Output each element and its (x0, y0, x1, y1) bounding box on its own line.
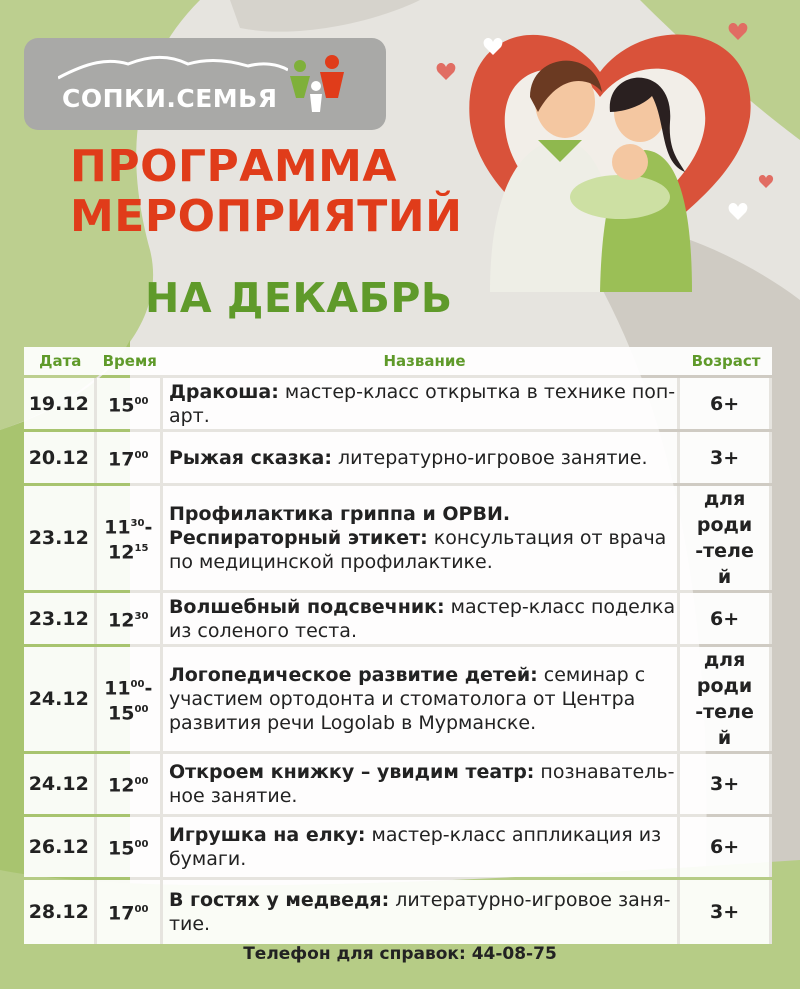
event-time: $11^{30}-$ $12^{15}$ (97, 486, 163, 590)
event-date: 20.12 (24, 432, 97, 483)
month-subtitle: НА ДЕКАБРЬ (145, 274, 453, 322)
event-age: для роди-телей (680, 486, 772, 590)
event-age: для роди-телей (680, 647, 772, 751)
event-date: 26.12 (24, 817, 97, 877)
event-title: В гостях у медведя: (168, 889, 390, 911)
event-description: Рыжая сказка: литературно-игровое занятие. (163, 432, 680, 483)
table-row (24, 432, 772, 483)
event-time: $12^{30}$ (97, 593, 163, 644)
header-time: Время (97, 347, 163, 375)
header-date: Дата (24, 347, 97, 375)
event-date: 19.12 (24, 378, 97, 429)
event-title: Дракоша: (168, 380, 279, 403)
table-row (24, 880, 772, 944)
event-date: 23.12 (24, 593, 97, 644)
family-illustration (430, 12, 800, 292)
event-description: В гостях у медведя: литературно-игровое заня-тие. (163, 880, 680, 944)
event-date: 28.12 (24, 880, 97, 944)
schedule-table (24, 344, 772, 947)
event-age: 6+ (680, 378, 772, 429)
event-title: Волшебный подсвечник: (168, 595, 445, 618)
table-header-row (24, 347, 772, 375)
table-row (24, 593, 772, 644)
program-title-line2: МЕРОПРИЯТИЙ (70, 191, 463, 242)
event-title: Профилактика гриппа и ОРВИ. Респираторный этикет: (168, 503, 511, 549)
event-title: Логопедическое развитие детей: (168, 664, 538, 686)
event-time: $12^{00}$ (97, 754, 163, 814)
event-age: 6+ (680, 817, 772, 877)
event-description: Логопедическое развитие детей: семинар с участием ортодонта и стоматолога от Центра развития речи Logolab в Мурманске. (163, 647, 680, 751)
table-row (24, 378, 772, 429)
event-description: Профилактика гриппа и ОРВИ. Респираторный этикет: консультация от врача по медицинской профилактике. (163, 486, 680, 590)
event-description: Откроем книжку – увидим театр: познаватель-ное занятие. (163, 754, 680, 814)
event-title: Рыжая сказка: (168, 446, 332, 469)
table-row (24, 817, 772, 877)
event-time: $17^{00}$ (97, 432, 163, 483)
table-row (24, 486, 772, 590)
event-time: $11^{00}-$ $15^{00}$ (97, 647, 163, 751)
logo-text: СОПКИ.СЕМЬЯ (62, 84, 278, 113)
header-name: Название (163, 347, 680, 375)
event-age: 3+ (680, 754, 772, 814)
event-time: $17^{00}$ (97, 880, 163, 944)
event-date: 24.12 (24, 754, 97, 814)
event-title: Откроем книжку – увидим театр: (168, 761, 535, 783)
contact-phone: Телефон для справок: 44-08-75 (243, 944, 557, 964)
event-description: Волшебный подсвечник: мастер-класс поделка из соленого теста. (163, 593, 680, 644)
event-age: 3+ (680, 432, 772, 483)
event-time: $15^{00}$ (97, 378, 163, 429)
event-description: Дракоша: мастер-класс открытка в технике поп-арт. (163, 378, 680, 429)
mountains-icon (58, 52, 288, 82)
event-title: Игрушка на елку: (168, 824, 366, 846)
table-row (24, 754, 772, 814)
event-description: Игрушка на елку: мастер-класс аппликация из бумаги. (163, 817, 680, 877)
event-date: 24.12 (24, 647, 97, 751)
header-age: Возраст (680, 347, 772, 375)
event-age: 3+ (680, 880, 772, 944)
event-age: 6+ (680, 593, 772, 644)
table-row (24, 647, 772, 751)
family-logo-icon (286, 52, 350, 116)
event-time: $15^{00}$ (97, 817, 163, 877)
event-date: 23.12 (24, 486, 97, 590)
logo-banner (24, 38, 386, 130)
program-title-line1: ПРОГРАММА (70, 141, 397, 192)
